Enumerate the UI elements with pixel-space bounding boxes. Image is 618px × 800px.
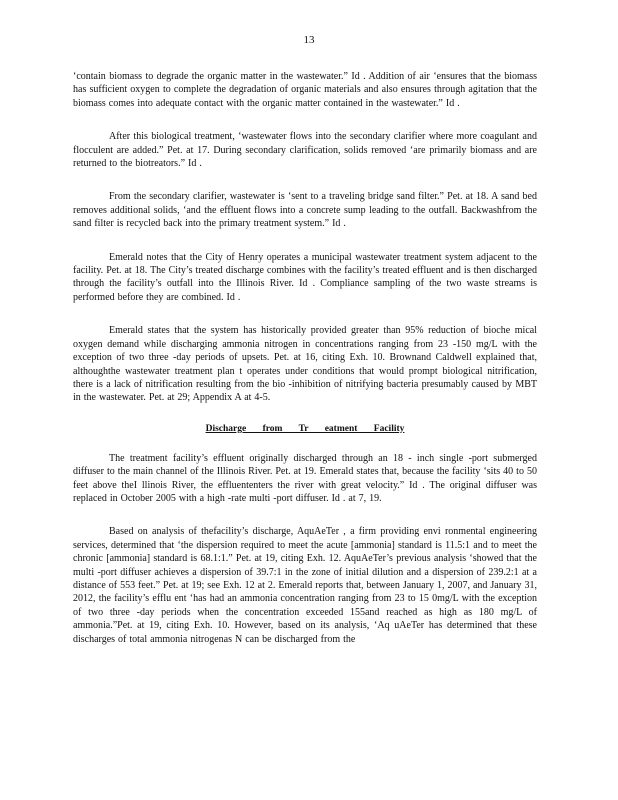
- paragraph-city-of-henry: Emerald notes that the City of Henry operates a municipal wastewater treatment system adjacent to the facility. Pet. at 18. The City’s treated discharge combines with the facility’s treated effluent and is then discharged through the facility’s outfall into the Illinois River. Id . Compliance sampling of the two waste streams is performed before they are combined. Id .: [73, 251, 537, 303]
- paragraph-system-performance: Emerald states that the system has historically provided greater than 95% reduction of bioche mical oxygen demand while discharging ammonia nitrogen in concentrations ranging from 23 -150 mg/L with the exception of two three -day periods of upsets. Pet. at 16, citing Exh. 10. Brownand Caldwell explained that, althoughthe wastewater treatment plan t operates under conditions that would prompt biological nitrification, there is a lack of nitrification resulting from the bio -inhibition of nitrifying bacteria presumably caused by MBT in the wastewater. Pet. at 29; Appendix A at 4-5.: [73, 325, 537, 404]
- section-heading-discharge: Discharge from Tr eatment Facility: [205, 423, 405, 434]
- document-body: [73, 70, 537, 666]
- paragraph-aquaeter-analysis: Based on analysis of thefacility’s discharge, AquAeTer , a firm providing envi ronmental engineering services, determined that ‘the dispersion required to meet the acute [ammonia] standard is 11.5:1 and to meet the chronic [ammonia] standard is 68.1:1.” Pet. at 19, citing Exh. 12. AquAeTer’s previous analysis ‘showed that the multi -port diffuser achieves a dispersion of 39.7:1 in the zone of initial dilution and a dispersion of 239.2:1 at a distance of 553 feet.” Pet. at 19; see Exh. 12 at 2. Emerald reports that, between January 1, 2007, and January 31, 2012, the facility’s efflu ent ‘has had an ammonia concentration ranging from 23 to 15 0mg/L with the exception of two three -day periods when the concentration exceeded 155and reached as high as 180 mg/L of ammonia.”Pet. at 19, citing Exh. 10. However, based on its analysis, ‘Aq uAeTer has determined that these discharges of total ammonia nitrogenas N can be discharged from the: [73, 526, 537, 645]
- paragraph-biomass-degradation: ‘contain biomass to degrade the organic matter in the wastewater.” Id . Addition of air ‘ensures that the biomass has sufficient oxygen to complete the degradation of organic materials and also ensures through agitation that the biomass comes into adequate contact with the organic matter contained in the wastewater.” Id .: [73, 71, 537, 109]
- page-number: 13: [303, 34, 315, 46]
- paragraph-diffuser: The treatment facility’s effluent originally discharged through an 18 - inch single -port submerged diffuser to the main channel of the Illinois River. Pet. at 19. Emerald states that, because the facility ‘sits 40 to 50 feet above theI llinois River, the effluententers the river with great velocity.” Id . The original diffuser was replaced in October 2005 with a high -rate multi -port diffuser. Id . at 7, 19.: [73, 452, 537, 504]
- paragraph-sand-filter: From the secondary clarifier, wastewater is ‘sent to a traveling bridge sand filter.” Pet. at 18. A sand bed removes additional solids, ‘and the effluent flows into a concrete sump leading to the outfall. Backwashfrom the sand filter is recycled back into the primary treatment system.” Id .: [73, 191, 537, 230]
- paragraph-secondary-clarifier: After this biological treatment, ‘wastewater flows into the secondary clarifier where more coagulant and flocculent are added.” Pet. at 17. During secondary clarification, solids removed ‘are primarily biomass and are returned to the biotreators.” Id .: [73, 131, 537, 170]
